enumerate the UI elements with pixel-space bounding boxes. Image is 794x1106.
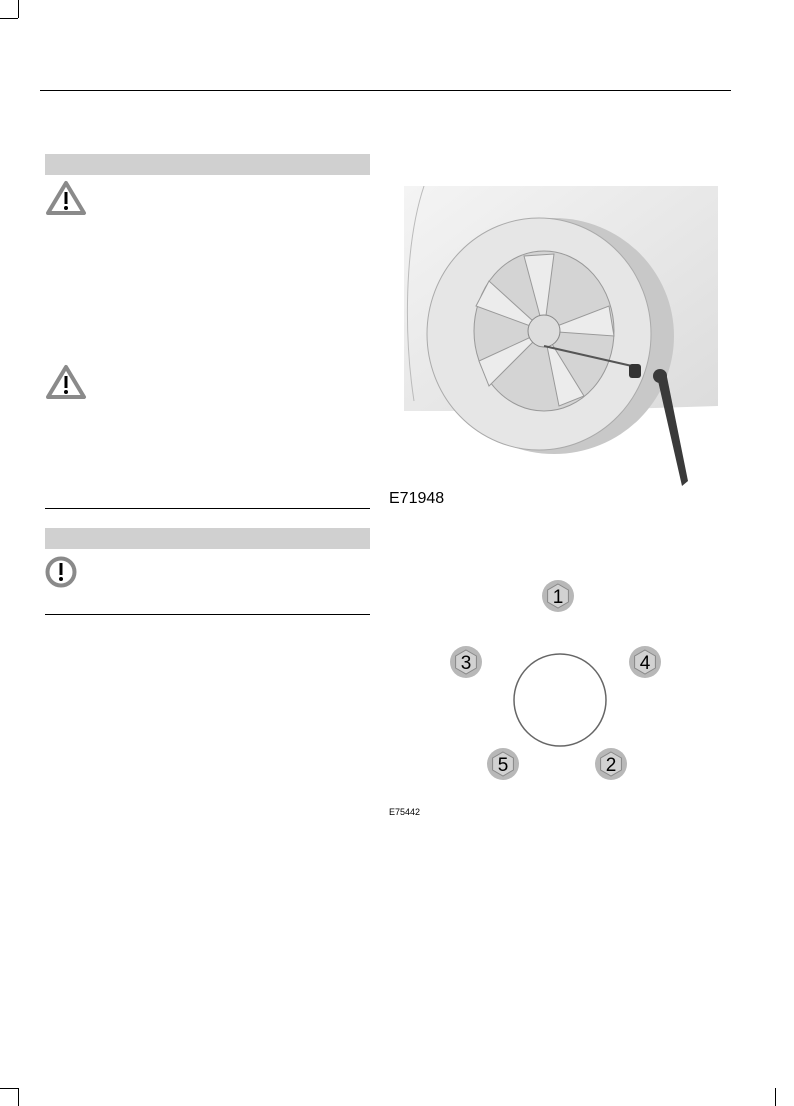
lug-nut-sequence-diagram [440, 575, 680, 790]
section-rule [45, 508, 370, 509]
crop-mark [775, 1088, 776, 1106]
crop-mark [18, 0, 19, 18]
section-bar [45, 154, 370, 175]
warning-triangle-icon [45, 180, 87, 216]
crop-mark [0, 1088, 18, 1089]
wheel-removal-illustration [404, 186, 718, 492]
crop-mark [18, 1088, 19, 1106]
svg-text:3: 3 [460, 653, 472, 674]
svg-text:4: 4 [639, 653, 651, 674]
header-rule [40, 90, 731, 91]
svg-text:5: 5 [497, 755, 509, 776]
caution-circle-icon [45, 556, 79, 590]
section-bar [45, 528, 370, 549]
lug-nut [450, 580, 661, 780]
svg-text:1: 1 [552, 587, 564, 608]
svg-text:2: 2 [605, 755, 617, 776]
warning-triangle-icon [45, 364, 87, 400]
figure-id: E75442 [389, 807, 421, 817]
crop-mark [0, 18, 18, 19]
section-rule [45, 614, 370, 615]
figure-id: E71948 [389, 490, 445, 507]
